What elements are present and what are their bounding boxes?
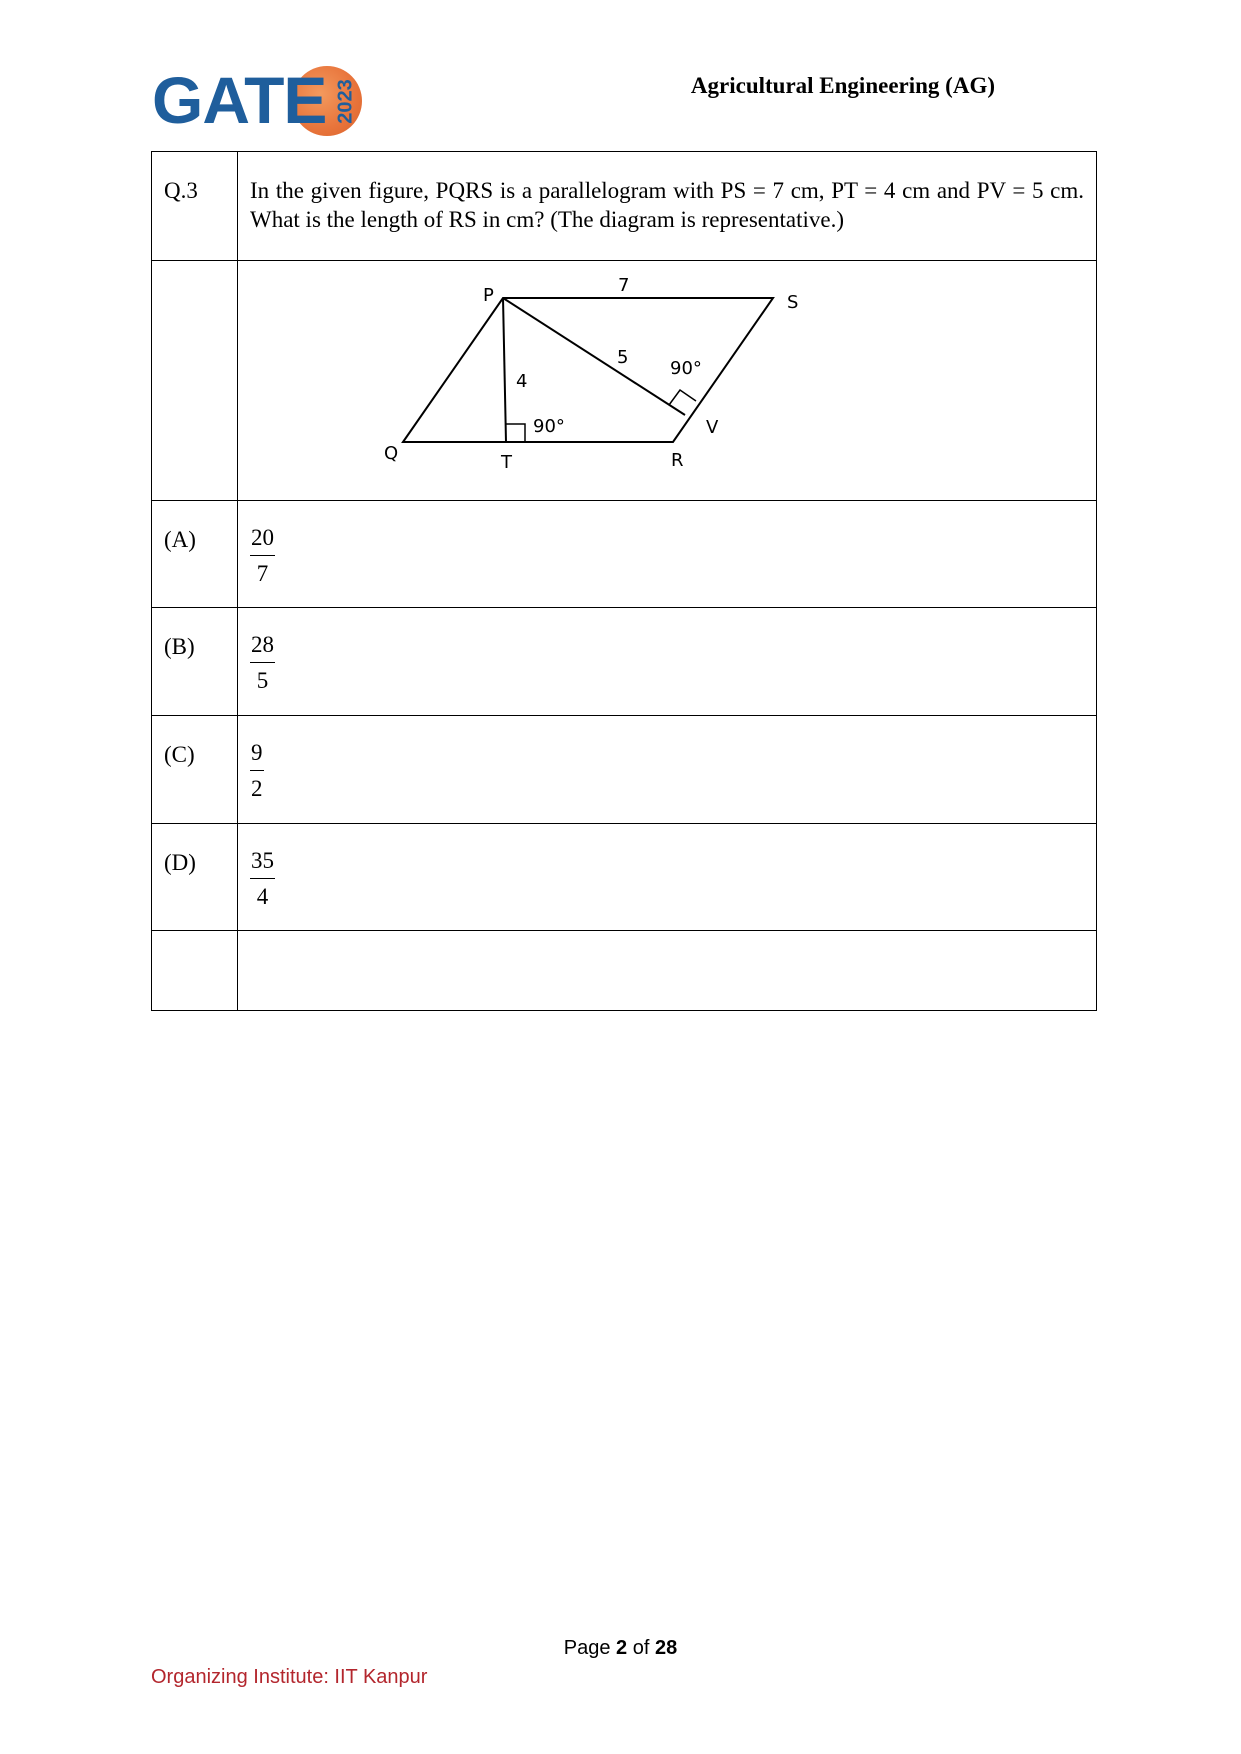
numerator: 20 <box>250 523 275 556</box>
option-value-d <box>250 846 275 912</box>
segment-pt <box>503 298 506 442</box>
angle-t-label: 90° <box>533 416 565 437</box>
label-p: P <box>483 285 494 306</box>
question-text: In the given figure, PQRS is a parallelogram with PS = 7 cm, PT = 4 cm and PV = 5 cm. What is the length of RS in cm? (The diagram is representative.) <box>250 178 1084 232</box>
logo-word: GATE <box>152 63 327 137</box>
label-s: S <box>787 292 799 313</box>
label-t: T <box>501 452 512 473</box>
question-row <box>152 152 1097 261</box>
option-row-b <box>152 608 1097 716</box>
organizing-institute: Organizing Institute: IIT Kanpur <box>151 1666 428 1688</box>
option-row-a <box>152 501 1097 608</box>
option-value-a <box>250 523 275 589</box>
right-angle-v <box>669 390 696 405</box>
question-table <box>151 151 1097 1011</box>
current-page: 2 <box>616 1637 628 1659</box>
option-label-a: (A) <box>164 527 196 552</box>
option-label-c: (C) <box>164 742 195 767</box>
edge-pv-length: 5 <box>617 347 629 368</box>
total-pages: 28 <box>654 1637 678 1659</box>
option-value-c <box>250 738 264 804</box>
paper-title: Agricultural Engineering (AG) <box>690 73 995 98</box>
option-row-c <box>152 716 1097 824</box>
page-number: Page 2 of 28 <box>563 1637 678 1659</box>
denominator: 2 <box>251 776 263 801</box>
right-angle-t <box>506 424 525 442</box>
denominator: 5 <box>256 668 269 693</box>
numerator: 9 <box>250 738 264 771</box>
logo-year: 2023 <box>334 79 357 124</box>
edge-ps-length: 7 <box>618 275 630 296</box>
figure-row <box>152 261 1097 501</box>
option-label-d: (D) <box>164 850 196 875</box>
option-label-b: (B) <box>164 634 195 659</box>
denominator: 7 <box>256 561 269 586</box>
angle-v-label: 90° <box>670 358 702 379</box>
answer-row <box>152 931 1097 1011</box>
question-number: Q.3 <box>164 178 198 203</box>
label-r: R <box>671 450 684 471</box>
numerator: 28 <box>250 630 275 663</box>
gate-logo <box>152 60 362 140</box>
denominator: 4 <box>256 884 269 909</box>
label-v: V <box>706 417 719 438</box>
option-value-b <box>250 630 275 696</box>
edge-pt-length: 4 <box>516 371 528 392</box>
segment-pv <box>503 298 685 415</box>
numerator: 35 <box>250 846 275 879</box>
parallelogram-figure <box>238 261 1096 499</box>
option-row-d <box>152 824 1097 931</box>
label-q: Q <box>384 443 399 464</box>
